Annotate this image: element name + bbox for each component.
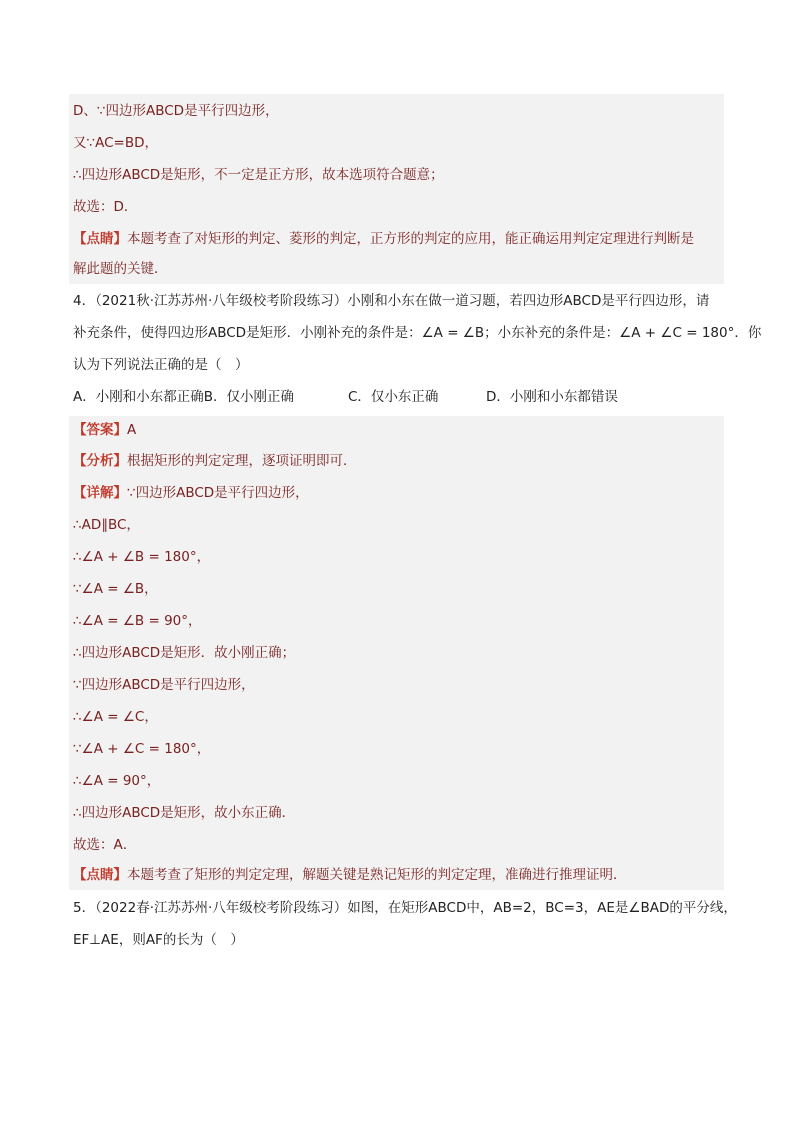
- detail-line: ∵四边形ABCD是平行四边形，: [73, 677, 255, 693]
- detail-line: [73, 483, 309, 503]
- detail-line: ∴四边形ABCD是矩形．故小刚正确；: [73, 645, 296, 661]
- detail-line: 故选：A．: [73, 837, 137, 853]
- solution-line: D、∵四边形ABCD是平行四边形，: [73, 103, 279, 119]
- comment-tag: 【点睛】: [73, 867, 127, 883]
- answer-line: [73, 420, 136, 440]
- answer-tag: 【答案】: [73, 422, 127, 438]
- comment-text: 本题考查了矩形的判定定理，解题关键是熟记矩形的判定定理，准确进行推理证明．: [127, 867, 627, 883]
- solution-line: ∴四边形ABCD是矩形，不一定是正方形，故本选项符合题意；: [73, 167, 444, 183]
- question-5-line: 5．（2022春·江苏苏州·八年级校考阶段练习）如图，在矩形ABCD中，AB=2，BC=3，AE是∠BAD的平分线，: [73, 900, 737, 916]
- analysis-text: 根据矩形的判定定理，逐项证明即可．: [127, 453, 357, 469]
- comment-text: 本题考查了对矩形的判定、菱形的判定，正方形的判定的应用，能正确运用判定定理进行判断是: [127, 231, 694, 247]
- comment-line: [73, 229, 694, 249]
- question-4-line: 4．（2021秋·江苏苏州·八年级校考阶段练习）小刚和小东在做一道习题，若四边形ABCD是平行四边形，请: [73, 293, 710, 309]
- analysis-tag: 【分析】: [73, 453, 127, 469]
- answer-value: A: [127, 422, 137, 438]
- option-a-b: A．小刚和小东都正确B．仅小刚正确: [73, 389, 294, 405]
- detail-text: ∵四边形ABCD是平行四边形，: [127, 485, 309, 501]
- comment-line: [73, 865, 627, 885]
- detail-line: ∵∠A + ∠C = 180°，: [73, 741, 211, 757]
- detail-line: ∴∠A + ∠B = 180°，: [73, 549, 211, 565]
- comment-tag: 【点睛】: [73, 231, 127, 247]
- question-4-line: 认为下列说法正确的是（ ）: [73, 357, 249, 373]
- detail-line: ∴AD∥BC，: [73, 517, 140, 533]
- option-d: D．小刚和小东都错误: [486, 389, 618, 405]
- comment-line: 解此题的关键．: [73, 261, 168, 277]
- detail-line: ∴四边形ABCD是矩形，故小东正确．: [73, 805, 296, 821]
- solution-line: 又∵AC=BD，: [73, 135, 158, 151]
- solution-box-1: [69, 94, 724, 284]
- detail-tag: 【详解】: [73, 485, 127, 501]
- detail-line: ∴∠A = ∠C，: [73, 709, 158, 725]
- analysis-line: [73, 451, 357, 471]
- question-4-line: 补充条件，使得四边形ABCD是矩形．小刚补充的条件是：∠A = ∠B；小东补充的条件是：∠A + ∠C = 180°．你: [73, 325, 762, 341]
- detail-line: ∴∠A = ∠B = 90°，: [73, 613, 202, 629]
- detail-line: ∵∠A = ∠B，: [73, 581, 158, 597]
- solution-line: 故选：D．: [73, 199, 138, 215]
- question-5-line: EF⊥AE，则AF的长为（ ）: [73, 932, 244, 948]
- option-c: C．仅小东正确: [348, 389, 439, 405]
- detail-line: ∴∠A = 90°，: [73, 773, 161, 789]
